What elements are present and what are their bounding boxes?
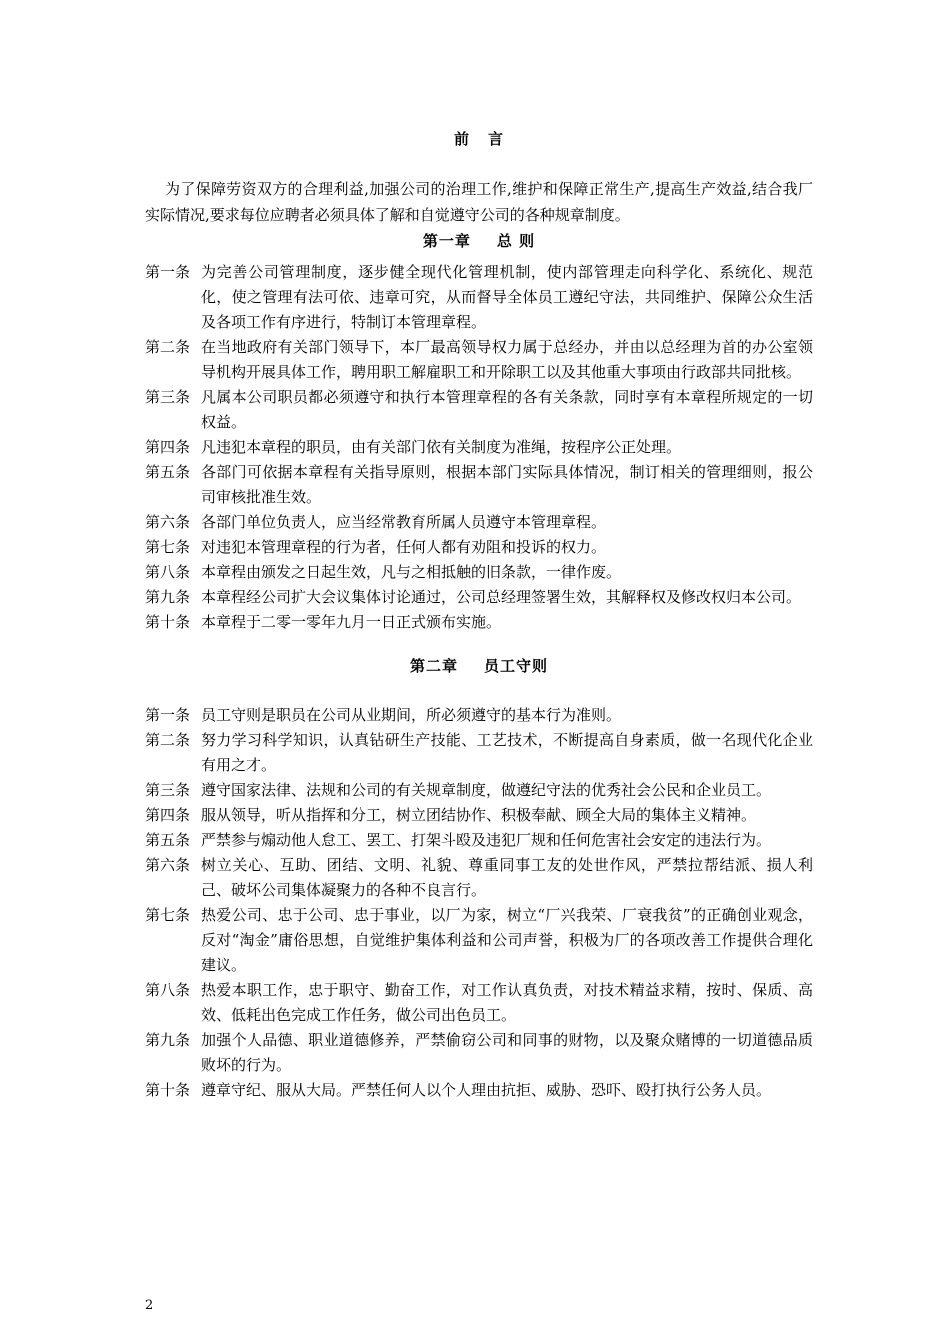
article-text: 在当地政府有关部门领导下，本厂最高领导权力属于总经办，并由以总经理为首的办公室领导机构开展具体工作，聘用职工解雇职工和开除职工以及其他重大事项由行政部共同批核。 — [201, 338, 813, 381]
article-text: 加强个人品德、职业道德修养，严禁偷窃公司和同事的财物，以及聚众赌博的一切道德品质败坏的行为。 — [201, 1031, 813, 1074]
chapter-1-articles — [145, 260, 813, 635]
article-number: 第六条 — [145, 856, 191, 874]
article — [145, 728, 813, 778]
chapter-2-name: 员工守则 — [484, 657, 549, 675]
preface-paragraph: 为了保障劳资双方的合理利益,加强公司的治理工作,维护和保障正常生产,提高生产效益,结合我厂实际情况,要求每位应聘者必须具体了解和自觉遵守公司的各种规章制度。 — [145, 180, 813, 224]
article — [145, 778, 813, 803]
article-number: 第四条 — [145, 438, 191, 456]
chapter-1-name: 总 则 — [496, 232, 536, 250]
article-text: 热爱公司、忠于公司、忠于事业，以厂为家，树立“厂兴我荣、厂衰我贫”的正确创业观念，反对“淘金”庸俗思想，自觉维护集体利益和公司声誉，积极为厂的各项改善工作提供合理化建议。 — [201, 906, 813, 974]
article-text: 员工守则是职员在公司从业期间，所必须遵守的基本行为准则。 — [201, 706, 622, 724]
article — [145, 1078, 813, 1103]
article-number: 第七条 — [145, 538, 191, 556]
article — [145, 1028, 813, 1078]
preface-title-right: 言 — [488, 130, 505, 148]
article — [145, 585, 813, 610]
article-text: 热爱本职工作，忠于职守、勤奋工作，对工作认真负责，对技术精益求精，按时、保质、高效、低耗出色完成工作任务，做公司出色员工。 — [201, 981, 813, 1024]
article-number: 第三条 — [145, 388, 191, 406]
article-text: 树立关心、互助、团结、文明、礼貌、尊重同事工友的处世作风，严禁拉帮结派、损人利己、破坏公司集体凝聚力的各种不良言行。 — [201, 856, 813, 899]
chapter-2-label: 第二章 — [409, 657, 458, 675]
article-text: 各部门单位负责人，应当经常教育所属人员遵守本管理章程。 — [201, 513, 607, 531]
article-number: 第二条 — [145, 731, 191, 749]
article — [145, 535, 813, 560]
article-number: 第一条 — [145, 263, 191, 281]
chapter-1-label: 第一章 — [422, 232, 471, 250]
page-number: 2 — [145, 1298, 154, 1313]
article — [145, 510, 813, 535]
article — [145, 260, 813, 335]
article-number: 第九条 — [145, 1031, 191, 1049]
article-text: 遵章守纪、服从大局。严禁任何人以个人理由抗拒、威胁、恐吓、殴打执行公务人员。 — [201, 1081, 772, 1099]
article — [145, 335, 813, 385]
article-number: 第十条 — [145, 1081, 191, 1099]
article-number: 第十条 — [145, 613, 191, 631]
article — [145, 560, 813, 585]
article — [145, 853, 813, 903]
article-text: 努力学习科学知识，认真钻研生产技能、工艺技术，不断提高自身素质，做一名现代化企业有用之才。 — [201, 731, 813, 774]
article-text: 凡属本公司职员都必须遵守和执行本管理章程的各有关条款，同时享有本章程所规定的一切权益。 — [201, 388, 813, 431]
article-text: 对违犯本管理章程的行为者，任何人都有劝阻和投诉的权力。 — [201, 538, 607, 556]
article-number: 第一条 — [145, 706, 191, 724]
article-number: 第七条 — [145, 906, 191, 924]
article-number: 第八条 — [145, 563, 191, 581]
article-text: 为完善公司管理制度，逐步健全现代化管理机制，使内部管理走向科学化、系统化、规范化，使之管理有法可依、违章可究，从而督导全体员工遵纪守法，共同维护、保障公众生活及各项工作有序进行，特制订本管理章程。 — [201, 263, 813, 331]
article — [145, 460, 813, 510]
article-text: 服从领导，听从指挥和分工，树立团结协作、积极奉献、顾全大局的集体主义精神。 — [201, 806, 757, 824]
article-text: 严禁参与煽动他人怠工、罢工、打架斗殴及违犯厂规和任何危害社会安定的违法行为。 — [201, 831, 772, 849]
document-page — [145, 0, 813, 1103]
article — [145, 703, 813, 728]
article-text: 本章程经公司扩大会议集体讨论通过，公司总经理签署生效，其解释权及修改权归本公司。 — [201, 588, 802, 606]
preface-title-left: 前 — [453, 130, 470, 148]
article — [145, 803, 813, 828]
article-number: 第五条 — [145, 831, 191, 849]
article-number: 第四条 — [145, 806, 191, 824]
article-text: 遵守国家法律、法规和公司的有关规章制度，做遵纪守法的优秀社会公民和企业员工。 — [201, 781, 772, 799]
article — [145, 385, 813, 435]
article — [145, 828, 813, 853]
chapter-1-title — [145, 228, 813, 254]
article-number: 第九条 — [145, 588, 191, 606]
chapter-2-articles — [145, 703, 813, 1103]
article — [145, 435, 813, 460]
article — [145, 903, 813, 978]
article-text: 各部门可依据本章程有关指导原则，根据本部门实际具体情况，制订相关的管理细则，报公司审核批准生效。 — [201, 463, 813, 506]
article-number: 第三条 — [145, 781, 191, 799]
article-text: 本章程由颁发之日起生效，凡与之相抵触的旧条款，一律作废。 — [201, 563, 622, 581]
article — [145, 610, 813, 635]
article-number: 第八条 — [145, 981, 191, 999]
article-text: 本章程于二零一零年九月一日正式颁布实施。 — [201, 613, 502, 631]
preface-title — [145, 128, 813, 150]
article-text: 凡违犯本章程的职员，由有关部门依有关制度为准绳，按程序公正处理。 — [201, 438, 682, 456]
article-number: 第六条 — [145, 513, 191, 531]
article — [145, 978, 813, 1028]
article-number: 第二条 — [145, 338, 191, 356]
article-number: 第五条 — [145, 463, 191, 481]
chapter-2-title — [145, 653, 813, 679]
